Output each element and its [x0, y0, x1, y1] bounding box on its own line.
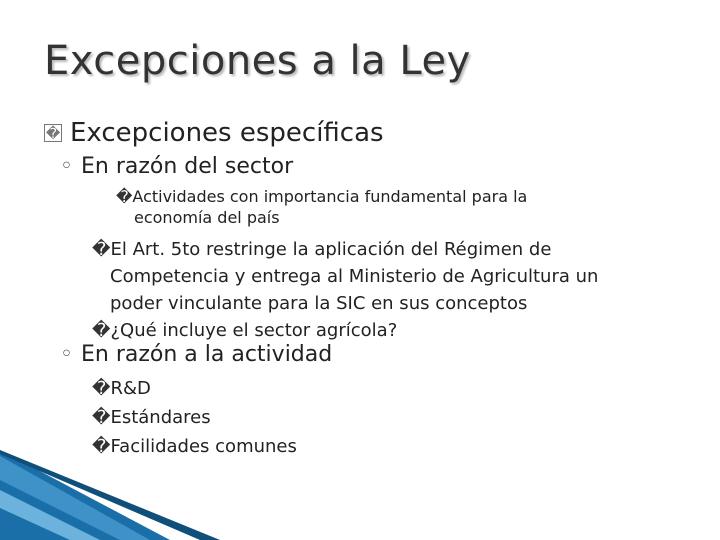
bullet-text: En razón a la actividad — [80, 342, 333, 367]
bullet-level2 — [60, 154, 293, 179]
list-item: �Facilidades comunes — [92, 436, 297, 457]
circle-bullet-icon: ◦ — [60, 342, 73, 367]
bullet-level3 — [116, 186, 527, 228]
bullet-glyph-icon: � — [92, 320, 111, 341]
corner-decoration — [0, 450, 220, 540]
page-title: Excepciones a la Ley — [44, 38, 471, 84]
bullet-glyph-icon: � — [116, 187, 133, 206]
paragraph-art5: �El Art. 5to restringe la aplicación del Régimen de Competencia y entrega al Ministerio de Agricultura un poder vinculante para la SIC en sus conceptos �¿Qué incluye el sector agrícola? — [92, 239, 599, 341]
list-item: �Estándares — [92, 407, 211, 428]
bullet-glyph-icon: � — [92, 239, 111, 260]
activity-list — [92, 374, 297, 461]
bullet-glyph-icon: � — [92, 407, 111, 428]
circle-bullet-icon: ◦ — [60, 154, 73, 179]
bullet-text: Excepciones específicas — [70, 118, 384, 148]
bullet-level1 — [44, 118, 384, 148]
bullet-glyph-icon: � — [92, 436, 111, 457]
bullet-level2-activity — [60, 342, 332, 367]
bullet-text: En razón del sector — [80, 154, 294, 179]
bullet-text-line1: Actividades con importancia fundamental para la — [132, 187, 528, 206]
bullet-glyph-icon: � — [92, 378, 111, 399]
bullet-box-icon: � — [45, 126, 61, 142]
paragraph-question: ¿Qué incluye el sector agrícola? — [110, 320, 398, 341]
bullet-text-line2: economía del país — [134, 208, 280, 227]
list-item: �R&D — [92, 378, 151, 399]
